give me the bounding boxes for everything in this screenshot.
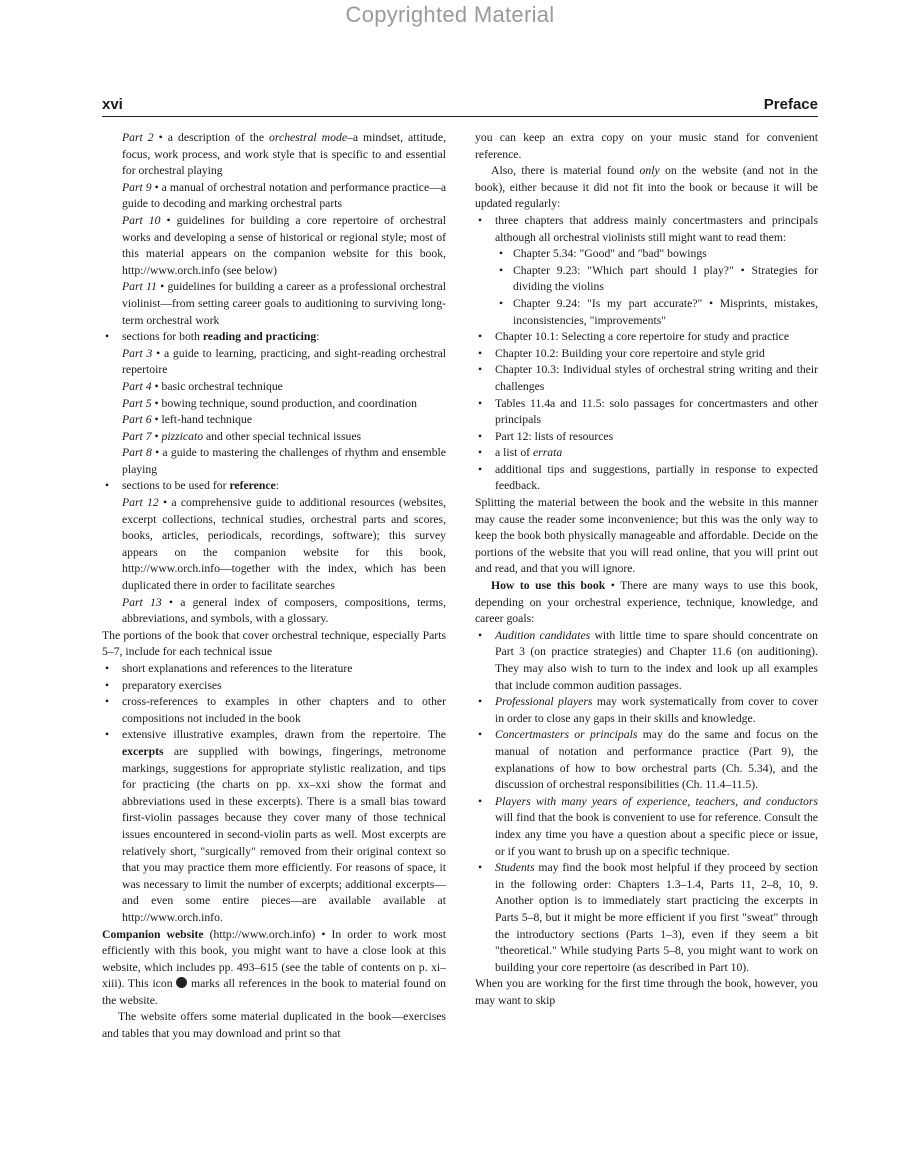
list-item: • Players with many years of experience, teachers, and conductors will find that the book is convenient to use for reference. Consult the index any time you have a question about a specific piece or issue, or if you want to brush up on a specific technique.	[475, 794, 818, 860]
reference-list	[102, 478, 446, 495]
part-9-entry: Part 9 • a manual of orchestral notation and performance practice—a guide to decoding and marking orchestral parts	[122, 180, 447, 211]
reader-types-list	[475, 628, 818, 976]
part-3-entry: Part 3 • a guide to learning, practicing, and sight-reading orchestral repertoire	[122, 346, 447, 377]
running-title: Preface	[763, 96, 818, 113]
copyright-watermark: Copyrighted Material	[345, 2, 555, 27]
list-item: • Chapter 10.1: Selecting a core repertoire for study and practice	[475, 329, 818, 346]
list-item-reference: • sections to be used for reference:	[102, 478, 446, 495]
list-item-reading-practicing: • sections for both reading and practicing:	[102, 329, 446, 346]
part-13-entry: Part 13 • a general index of composers, compositions, terms, abbreviations, and symbols, with a glossary.	[122, 595, 446, 626]
part-8-entry: Part 8 • a guide to mastering the challenges of rhythm and ensemble playing	[122, 446, 446, 476]
website-only-paragraph: Also, there is material found only on the website (and not in the book), either because it did not fit into the book or because it will be updated regularly:	[475, 164, 818, 211]
running-head	[102, 94, 818, 117]
list-item: • three chapters that address mainly concertmasters and principals although all orchestral violinists still might want to read them: • Chapter 5.34: "Good" and "bad" bowings • Chapter 9.23: "Which part should I play?" • Strategies for dividing the violins • Chapter 9.24: "Is my part accurate?" • Misprints, mistakes, inconsistencies, "improvements"	[475, 213, 818, 329]
list-item: • Chapter 10.2: Building your core repertoire and style grid	[475, 346, 818, 363]
technical-issue-list	[102, 661, 446, 927]
list-item: • short explanations and references to the literature	[102, 661, 446, 678]
list-item: • Part 12: lists of resources	[475, 429, 818, 446]
part-12-entry: Part 12 • a comprehensive guide to additional resources (websites, excerpt collections, technical studies, orchestral parts and scores, books, articles, periodicals, recordings, software); this survey appears on the companion website for this book, http://www.orch.info—together with the index, which has been duplicated there in order to facilitate searches	[122, 496, 446, 593]
part-11-entry: Part 11 • guidelines for building a career as a professional orchestral violinist—from setting career goals to auditioning to surviving long-term orchestral work	[122, 280, 446, 327]
right-column	[475, 130, 818, 1009]
list-item: • additional tips and suggestions, partially in response to expected feedback.	[475, 462, 818, 495]
chapter-sublist	[495, 246, 818, 329]
list-item: • Professional players may work systematically from cover to cover in order to close any gaps in their skills and knowledge.	[475, 694, 818, 727]
list-item: • Chapter 5.34: "Good" and "bad" bowings	[495, 246, 818, 263]
list-item-excerpts: • extensive illustrative examples, drawn from the repertoire. The excerpts are supplied with bowings, fingerings, metronome markings, suggestions for appropriate stylistic realization, and tips for practicing (the charts on pp. xx–xxi show the format and abbreviations used in these excerpts). There is a small bias toward first-violin passages because they cover many of those technical issues encountered in second-violin parts as well. Most excerpts are relatively short, "surgically" removed from their original context so that you may practice them more efficiently. For reasons of space, it was necessary to limit the number of excerpts; additional excerpts—and even some entire pieces—are available available at http://www.orch.info.	[102, 727, 446, 926]
companion-website-paragraph: Companion website (http://www.orch.info) • In order to work most efficiently with this book, you might want to have a close look at this website, which includes pp. 493–615 (see the table of contents on p. xi–xiii). This icon marks all references in the book to material found on the website.	[102, 927, 447, 1007]
sections-list	[102, 329, 446, 346]
page-number: xvi	[102, 96, 123, 113]
list-item: • a list of errata	[475, 445, 818, 462]
list-item: • Concertmasters or principals may do the same and focus on the manual of notation and performance practice (Part 9), the explanations of how to bow orchestral parts (Ch. 5.34), and the discussion of orchestral responsibilities (Ch. 11.4–11.5).	[475, 727, 818, 793]
part-5-entry: Part 5 • bowing technique, sound production, and coordination	[122, 396, 417, 410]
first-time-paragraph: When you are working for the first time through the book, however, you may want to skip	[475, 977, 818, 1007]
list-item: • cross-references to examples in other chapters and to other compositions not included in the book	[102, 694, 446, 727]
list-item: • Chapter 9.23: "Which part should I play?" • Strategies for dividing the violins	[495, 263, 818, 296]
list-item: • Tables 11.4a and 11.5: solo passages for concertmasters and other principals	[475, 396, 818, 429]
list-item: • Students may find the book most helpful if they proceed by section in the following order: Chapters 1.3–1.4, Parts 11, 2–8, 10, 9. Another option is to immediately start practicing the excerpts in Parts 5–8, but it might be more efficient if you first "sweat" through the introductory sections (Parts 1–3), even if they seem a bit "theoretical." While studying Parts 5–8, you might want to work on building your core repertoire (as described in Part 10).	[475, 860, 818, 976]
list-item: • Chapter 10.3: Individual styles of orchestral string writing and their challenges	[475, 362, 818, 395]
website-icon	[176, 977, 187, 988]
list-item: • preparatory exercises	[102, 678, 446, 695]
website-only-list	[475, 213, 818, 495]
part-10-entry: Part 10 • guidelines for building a core repertoire of orchestral works and developing a sense of historical or regional style; most of this material appears on the companion website for this book, http://www.orch.info (see below)	[122, 213, 446, 277]
part-7-entry: Part 7 • pizzicato and other special technical issues	[122, 429, 362, 443]
left-column	[102, 130, 446, 1043]
list-item: • Chapter 9.24: "Is my part accurate?" • Misprints, mistakes, inconsistencies, "improvements"	[495, 296, 818, 329]
how-to-use-paragraph: How to use this book • There are many ways to use this book, depending on your orchestral experience, technique, knowledge, and career goals:	[475, 579, 818, 626]
part-2-entry: Part 2 • a description of the orchestral mode–a mindset, attitude, focus, work process, and work style that is specific to and essential for orchestral playing	[122, 131, 446, 178]
continuation-paragraph: you can keep an extra copy on your music stand for convenient reference.	[475, 131, 818, 161]
part-6-entry: Part 6 • left-hand technique	[122, 413, 253, 427]
part-4-entry: Part 4 • basic orchestral technique	[122, 379, 283, 393]
splitting-paragraph: Splitting the material between the book and the website in this manner may cause the reader some inconvenience; but this was the only way to keep the book both physically manageable and affordable. Decide on the portions of the website that you will read online, that you will print out and read, and that you will ignore.	[475, 496, 818, 576]
portions-paragraph: The portions of the book that cover orchestral technique, especially Parts 5–7, include for each technical issue	[102, 628, 446, 659]
website-offers-paragraph: The website offers some material duplicated in the book—exercises and tables that you may download and print so that	[102, 1010, 446, 1041]
list-item: • Audition candidates with little time to spare should concentrate on Part 3 (on practice strategies) and Chapter 11.6 (on auditioning). They may also wish to turn to the index and look up all examples that include common audition passages.	[475, 628, 818, 694]
